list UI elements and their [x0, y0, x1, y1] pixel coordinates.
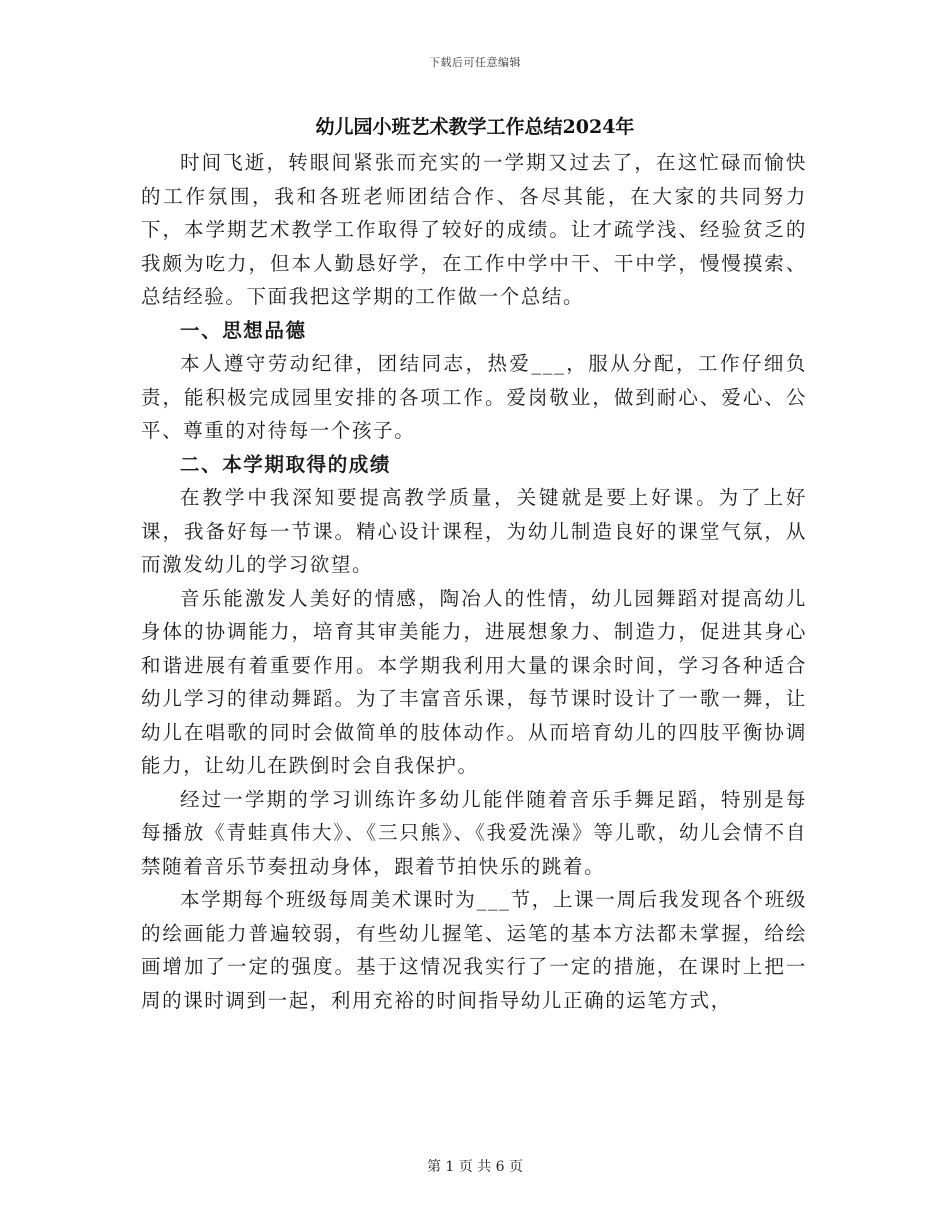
document-title: 幼儿园小班艺术教学工作总结2024年 [315, 116, 635, 138]
section2-paragraph-4: 本学期每个班级每周美术课时为___节，上课一周后我发现各个班级的绘画能力普遍较弱，有些幼儿握笔、运笔的基本方法都未掌握，给绘画增加了一定的强度。基于这情况我实行了一定的措施，在课时上把一周的课时调到一起，利用充裕的时间指导幼儿正确的运笔方式， [141, 888, 807, 1012]
section-heading-1: 一、思想品德 [180, 318, 307, 342]
section2-paragraph-1: 在教学中我深知要提高教学质量，关键就是要上好课。为了上好课，我备好每一节课。精心设计课程，为幼儿制造良好的课堂气氛，从而激发幼儿的学习欲望。 [141, 486, 807, 576]
header-note: 下载后可任意编辑 [429, 56, 521, 69]
page-footer: 第 1 页 共 6 页 [426, 1159, 524, 1175]
intro-paragraph: 时间飞逝，转眼间紧张而充实的一学期又过去了，在这忙碌而愉快的工作氛围，我和各班老师团结合作、各尽其能，在大家的共同努力下，本学期艺术教学工作取得了较好的成绩。让才疏学浅、经验贫乏的我颇为吃力，但本人勤恳好学，在工作中学中干、干中学，慢慢摸索、总结经验。下面我把这学期的工作做一个总结。 [141, 151, 807, 308]
section2-paragraph-2: 音乐能激发人美好的情感，陶冶人的性情，幼儿园舞蹈对提高幼儿身体的协调能力，培育其审美能力，进展想象力、制造力，促进其身心和谐进展有着重要作用。本学期我利用大量的课余时间，学习各种适合幼儿学习的律动舞蹈。为了丰富音乐课，每节课时设计了一歌一舞，让幼儿在唱歌的同时会做简单的肢体动作。从而培育幼儿的四肢平衡协调能力，让幼儿在跌倒时会自我保护。 [141, 586, 807, 777]
section1-paragraph: 本人遵守劳动纪律，团结同志，热爱___，服从分配，工作仔细负责，能积极完成园里安排的各项工作。爱岗敬业，做到耐心、爱心、公平、尊重的对待每一个孩子。 [141, 352, 807, 442]
document-body [141, 146, 807, 1017]
section2-paragraph-3: 经过一学期的学习训练许多幼儿能伴随着音乐手舞足蹈，特别是每每播放《青蛙真伟大》、《三只熊》、《我爱洗澡》等儿歌，幼儿会情不自禁随着音乐节奏扭动身体，跟着节拍快乐的跳着。 [141, 787, 807, 878]
section-heading-2: 二、本学期取得的成绩 [180, 452, 392, 476]
